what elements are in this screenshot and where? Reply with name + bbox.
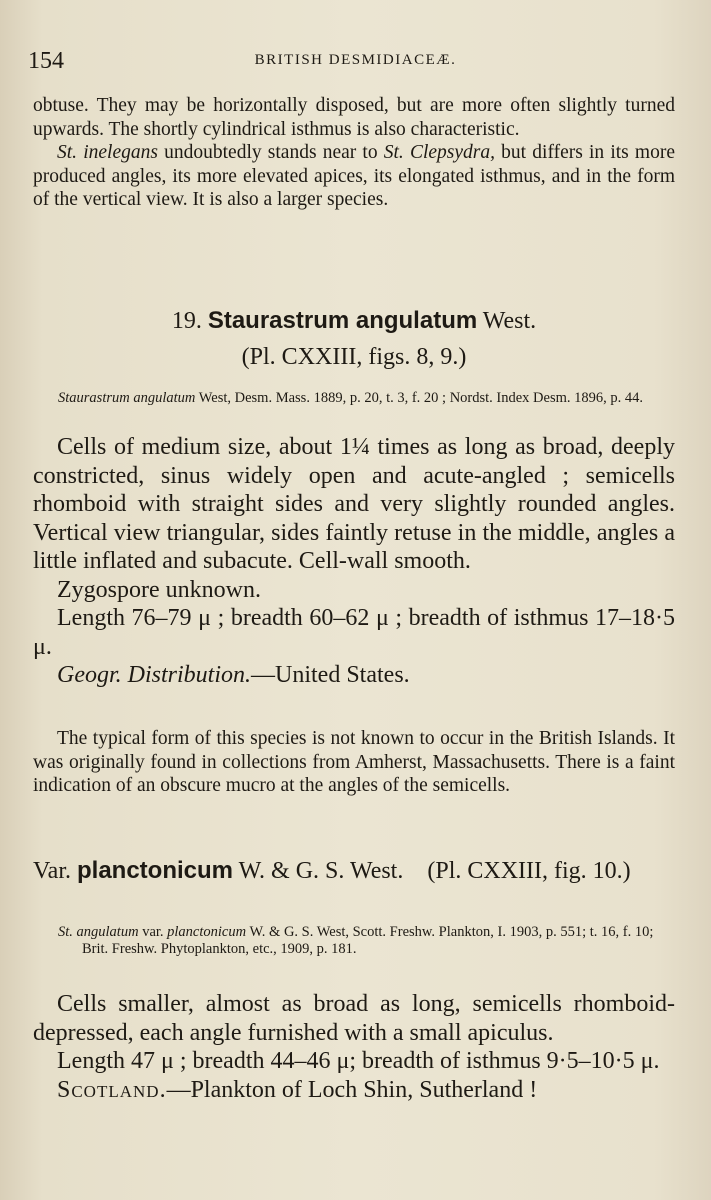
locality-label: Scotland.: [57, 1076, 167, 1103]
species-citation: Staurastrum angulatum West, Desm. Mass. 1889, p. 20, t. 3, f. 20 ; Nordst. Index Desm. 1896, p. 44.: [58, 390, 644, 406]
species-title: [33, 306, 675, 336]
distribution-label: Geogr. Distribution.: [57, 662, 252, 688]
species-heading: [33, 306, 675, 372]
distribution-value: —United States.: [251, 662, 410, 688]
variety-description: Cells smaller, almost as broad as long, semicells rhomboid-depressed, each angle furnished with a small apiculus.: [33, 991, 675, 1046]
continued-paragraph: obtuse. They may be horizontally disposed, but are more often slightly turned upwards. The shortly cylindrical isthmus is also characteristic.: [33, 95, 675, 140]
species-measurements: Length 76–79 μ ; breadth 60–62 μ ; breadth of isthmus 17–18·5 μ.: [33, 605, 675, 660]
species-note: The typical form of this species is not known to occur in the British Islands. It was originally found in collections from Amherst, Massachusetts. There is a faint indication of an obscure mucro at the angles of the semicells.: [33, 728, 675, 796]
species-zygospore: Zygospore unknown.: [57, 576, 261, 603]
continued-text: [33, 94, 675, 212]
species-author: West.: [482, 308, 537, 334]
citation-taxon: planctonicum: [167, 924, 247, 940]
species-note-block: [33, 727, 675, 798]
species-description-block: [33, 433, 675, 690]
page-number: 154: [28, 48, 64, 74]
variety-citation: St. angulatum var. planctonicum W. & G. S. West, Scott. Freshw. Plankton, I. 1903, p. 551; t. 16, f. 10; Brit. Freshw. Phytoplankton, etc., 1909, p. 181.: [58, 924, 654, 957]
variety-description-block: [33, 990, 675, 1104]
species-plate-ref: (Pl. CXXIII, figs. 8, 9.): [241, 344, 467, 370]
taxon-italic: St. Clepsydra,: [383, 142, 496, 163]
variety-plate-ref: (Pl. CXXIII, fig. 10.): [427, 858, 631, 884]
species-description: Cells of medium size, about 1¼ times as long as broad, deeply constricted, sinus widely open and acute-angled ; semicells rhomboid with straight sides and very slightly rounded angles. Vertical view triangular, sides faintly retuse in the middle, angles a little inflated and subacute. Cell-wall smooth.: [33, 434, 675, 574]
comparison-paragraph: St. inelegans undoubtedly stands near to St. Clepsydra, but differs in its more produced angles, its more elevated apices, its elongated isthmus, and in the form of the vertical view. It is also a larger species.: [33, 142, 675, 210]
species-distribution: [33, 661, 675, 690]
citation-taxon: St. angulatum: [58, 924, 139, 940]
running-title: BRITISH DESMIDIACEÆ.: [254, 52, 457, 68]
species-name: Staurastrum angulatum: [207, 307, 478, 334]
species-number: 19.: [171, 308, 202, 334]
variety-heading: [33, 856, 675, 886]
running-head: [28, 44, 683, 74]
taxon-italic: St. inelegans: [57, 142, 158, 163]
citation-taxon: Staurastrum angulatum: [58, 390, 196, 406]
variety-measurements: Length 47 μ ; breadth 44–46 μ; breadth of isthmus 9·5–10·5 μ.: [57, 1048, 660, 1074]
variety-locality: [33, 1076, 675, 1105]
locality-value: —Plankton of Loch Shin, Sutherland !: [166, 1076, 538, 1103]
variety-name: planctonicum: [77, 857, 234, 884]
variety-author: W. & G. S. West.: [238, 858, 404, 884]
variety-prefix: Var.: [33, 858, 71, 884]
